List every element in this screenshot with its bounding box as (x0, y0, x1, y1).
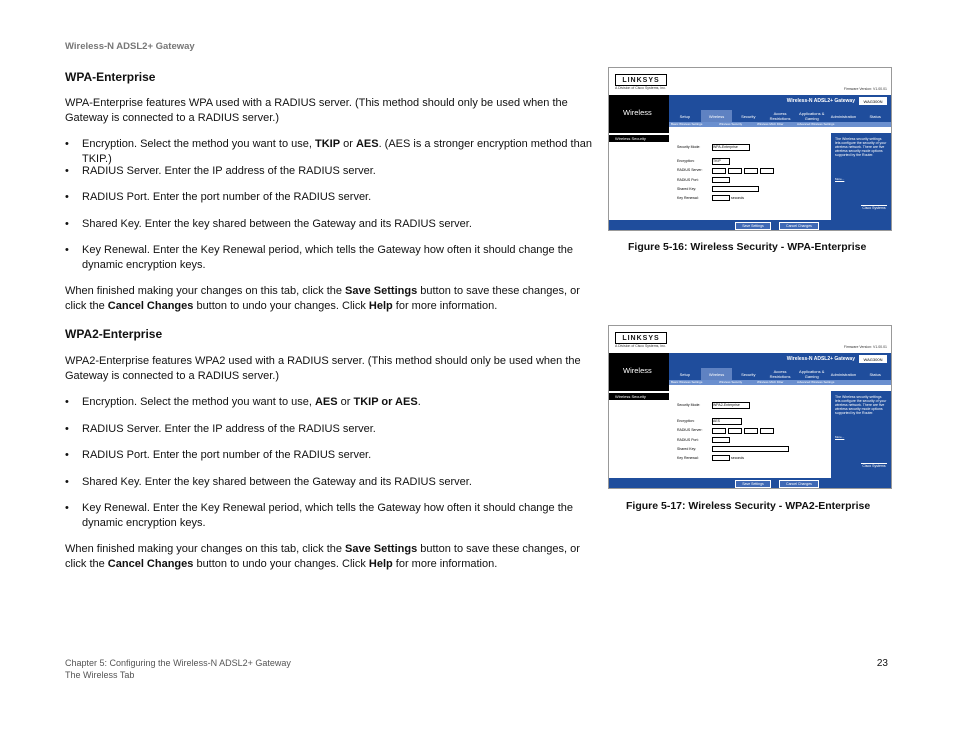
sub-tabs (669, 122, 891, 127)
subtab-advanced-wireless[interactable]: Advanced Wireless Settings (797, 380, 835, 384)
radius-port-input[interactable] (712, 437, 730, 443)
panel-title: Wireless Security (609, 393, 669, 400)
more-link[interactable]: More... (835, 177, 845, 181)
bullet-radius-port: • RADIUS Port. Enter the port number of the RADIUS server. (65, 449, 372, 461)
radius-server-octet-1[interactable] (712, 168, 726, 174)
tab-security[interactable]: Security (741, 371, 756, 377)
cancel-changes-button[interactable]: Cancel Changes (779, 222, 819, 230)
subtab-mac-filter[interactable]: Wireless MAC Filter (757, 122, 784, 126)
panel-title: Wireless Security (609, 135, 669, 142)
bullet-dot: • (65, 396, 69, 408)
bullet-radius-server: • RADIUS Server. Enter the IP address of the RADIUS server. (65, 423, 376, 435)
bullet-encryption: • Encryption. Select the method you want to use, AES or TKIP or AES. (65, 396, 421, 408)
paragraph-closing: When finished making your changes on this tab, click the Save Settings button to save these changes, or click the Cancel Changes button to undo your changes. Click Help for more information. (65, 285, 580, 312)
bullet-dot: • (65, 191, 69, 203)
save-settings-button[interactable]: Save Settings (735, 222, 771, 230)
product-name: Wireless-N ADSL2+ Gateway (786, 356, 855, 362)
encryption-label: Encryption: (677, 159, 695, 163)
linksys-logo: LINKSYS (615, 74, 667, 86)
shared-key-label: Shared Key: (677, 187, 697, 191)
logo-subtitle: A Division of Cisco Systems, Inc. (615, 86, 666, 90)
more-link[interactable]: More... (835, 435, 845, 439)
radius-port-label: RADIUS Port: (677, 178, 699, 182)
sub-tabs (669, 380, 891, 385)
bullet-dot: • (65, 423, 69, 435)
radius-server-label: RADIUS Server: (677, 168, 703, 172)
paragraph-intro: WPA-Enterprise features WPA used with a RADIUS server. (This method should only be used when the Gateway is connected to a RADIUS server.) (65, 97, 568, 124)
security-mode-select[interactable]: WPA-Enterprise (712, 144, 750, 151)
page-number: 23 (876, 658, 888, 669)
button-bar (609, 220, 891, 230)
subtab-mac-filter[interactable]: Wireless MAC Filter (757, 380, 784, 384)
radius-server-octet-3[interactable] (744, 428, 758, 434)
help-panel (831, 133, 891, 220)
tab-setup[interactable]: Setup (679, 371, 691, 377)
subtab-advanced-wireless[interactable]: Advanced Wireless Settings (797, 122, 835, 126)
tab-setup[interactable]: Setup (679, 113, 691, 119)
key-renewal-input[interactable] (712, 455, 730, 461)
help-text: The Wireless security settings lets configure the security of your wireless network. There are five wireless security mode options supported by the Router. (835, 137, 887, 157)
section-heading-wpa2-enterprise: WPA2-Enterprise (65, 327, 163, 341)
bullet-dot: • (65, 138, 69, 150)
model-badge: WAG300N (859, 355, 887, 363)
cancel-changes-button[interactable]: Cancel Changes (779, 480, 819, 488)
paragraph-closing: When finished making your changes on this tab, click the Save Settings button to save these changes, or click the Cancel Changes button to undo your changes. Click Help for more information. (65, 543, 580, 570)
tab-administration[interactable]: Administration (830, 371, 857, 377)
bullet-shared-key: • Shared Key. Enter the key shared between the Gateway and its RADIUS server. (65, 218, 472, 230)
radius-server-octet-1[interactable] (712, 428, 726, 434)
main-tabs (669, 110, 891, 122)
form-area (669, 391, 824, 478)
security-mode-select[interactable]: WPA2-Enterprise (712, 402, 750, 409)
radius-port-label: RADIUS Port: (677, 438, 699, 442)
firmware-version: Firmware Version: V1.00.01 (843, 87, 887, 91)
radius-port-input[interactable] (712, 177, 730, 183)
security-mode-label: Security Mode: (677, 145, 701, 149)
button-bar (609, 478, 891, 488)
bullet-dot: • (65, 449, 69, 461)
section-heading-wpa-enterprise: WPA-Enterprise (65, 70, 156, 84)
running-header: Wireless-N ADSL2+ Gateway (65, 41, 195, 52)
subtab-wireless-security[interactable]: Wireless Security (719, 122, 743, 126)
key-renewal-label: Key Renewal: (677, 456, 699, 460)
linksys-logo: LINKSYS (615, 332, 667, 344)
encryption-select[interactable]: TKIP (712, 158, 730, 165)
shared-key-input[interactable] (712, 186, 759, 192)
bullet-encryption: • Encryption. Select the method you want to use, TKIP or AES. (AES is a stronger encryption method than TKIP.) (65, 138, 592, 165)
footer-section: The Wireless Tab (65, 670, 135, 680)
figure-screenshot-wpa2-enterprise (608, 325, 892, 489)
bullet-radius-server: • RADIUS Server. Enter the IP address of the RADIUS server. (65, 165, 376, 177)
shared-key-label: Shared Key: (677, 447, 697, 451)
bullet-shared-key: • Shared Key. Enter the key shared between the Gateway and its RADIUS server. (65, 476, 472, 488)
form-area (669, 133, 824, 220)
tab-access-restrictions[interactable]: Access Restrictions (769, 111, 791, 121)
logo-subtitle: A Division of Cisco Systems, Inc. (615, 344, 666, 348)
firmware-version: Firmware Version: V1.00.01 (843, 345, 887, 349)
bullet-dot: • (65, 476, 69, 488)
bullet-key-renewal: • Key Renewal. Enter the Key Renewal period, which tells the Gateway how often it should change the dynamic encryption keys. (65, 244, 574, 271)
bullet-key-renewal: • Key Renewal. Enter the Key Renewal period, which tells the Gateway how often it should change the dynamic encryption keys. (65, 502, 574, 529)
key-renewal-unit: seconds (731, 196, 745, 200)
security-mode-label: Security Mode: (677, 403, 701, 407)
tab-access-restrictions[interactable]: Access Restrictions (769, 369, 791, 379)
figure-caption: Figure 5-16: Wireless Security - WPA-Enterprise (628, 241, 867, 253)
cisco-systems-logo: Cisco Systems (861, 205, 887, 214)
radius-server-octet-3[interactable] (744, 168, 758, 174)
shared-key-input[interactable] (712, 446, 789, 452)
key-renewal-unit: seconds (731, 456, 745, 460)
save-settings-button[interactable]: Save Settings (735, 480, 771, 488)
section-label: Wireless (609, 353, 669, 391)
radius-server-octet-4[interactable] (760, 428, 774, 434)
tab-security[interactable]: Security (741, 113, 756, 119)
bullet-dot: • (65, 165, 69, 177)
subtab-basic-wireless[interactable]: Basic Wireless Settings (671, 380, 703, 384)
bullet-radius-port: • RADIUS Port. Enter the port number of the RADIUS server. (65, 191, 372, 203)
subtab-wireless-security[interactable]: Wireless Security (719, 380, 743, 384)
radius-server-octet-2[interactable] (728, 168, 742, 174)
figure-caption: Figure 5-17: Wireless Security - WPA2-Enterprise (626, 500, 871, 512)
tab-administration[interactable]: Administration (830, 113, 857, 119)
cisco-systems-logo: Cisco Systems (861, 463, 887, 472)
bullet-dot: • (65, 502, 69, 514)
tab-applications-gaming[interactable]: Applications & Gaming (799, 369, 825, 379)
radius-server-octet-4[interactable] (760, 168, 774, 174)
tab-wireless[interactable]: Wireless (701, 368, 733, 380)
bullet-dot: • (65, 218, 69, 230)
encryption-label: Encryption: (677, 419, 695, 423)
radius-server-label: RADIUS Server: (677, 428, 703, 432)
section-label: Wireless (609, 95, 669, 133)
key-renewal-label: Key Renewal: (677, 196, 699, 200)
bullet-dot: • (65, 244, 69, 256)
main-tabs (669, 368, 891, 380)
model-badge: WAG300N (859, 97, 887, 105)
tab-applications-gaming[interactable]: Applications & Gaming (799, 111, 825, 121)
figure-screenshot-wpa-enterprise (608, 67, 892, 231)
tab-status[interactable]: Status (869, 371, 881, 377)
product-name: Wireless-N ADSL2+ Gateway (786, 98, 855, 104)
help-text: The Wireless security settings lets configure the security of your wireless network. There are five wireless security mode options supported by the Router. (835, 395, 887, 415)
footer-chapter: Chapter 5: Configuring the Wireless-N ADSL2+ Gateway (65, 658, 291, 668)
help-panel (831, 391, 891, 478)
subtab-basic-wireless[interactable]: Basic Wireless Settings (671, 122, 703, 126)
key-renewal-input[interactable] (712, 195, 730, 201)
encryption-select[interactable]: AES (712, 418, 742, 425)
tab-status[interactable]: Status (869, 113, 881, 119)
paragraph-intro: WPA2-Enterprise features WPA2 used with a RADIUS server. (This method should only be used when the Gateway is connected to a RADIUS server.) (65, 355, 581, 382)
tab-wireless[interactable]: Wireless (701, 110, 733, 122)
radius-server-octet-2[interactable] (728, 428, 742, 434)
